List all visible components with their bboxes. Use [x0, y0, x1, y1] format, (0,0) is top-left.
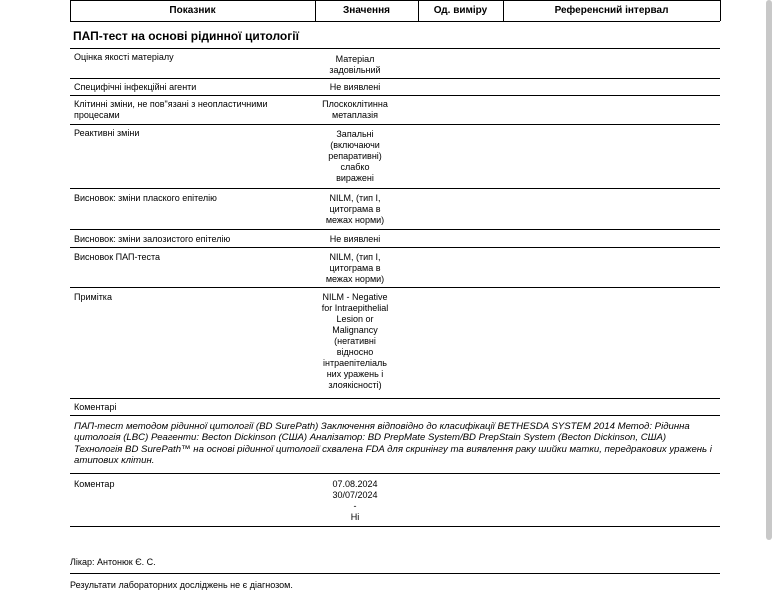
row-value: NILM, (тип I, цитограма в межах норми) [325, 252, 385, 284]
row-value: Запальні (включаючи репаративні) слабко виражені [328, 129, 382, 183]
row-value: Плоскоклітинна метаплазія [322, 99, 388, 120]
row-divider [70, 124, 720, 125]
row-divider [70, 526, 720, 527]
row-value: NILM - Negative for Intraepithelial Lesion or Malignancy (негативні відносно інтраепітеліаль них уражень і злоякісності) [321, 292, 389, 390]
row-label: Примітка [74, 292, 112, 302]
doctor-name: Лікар: Антонюк Є. С. [70, 557, 156, 567]
scrollbar[interactable] [766, 0, 772, 540]
row-label: Висновок ПАП-теста [74, 252, 161, 262]
row-divider [70, 78, 720, 79]
row-label: Клітинні зміни, не пов"язані з неопластичними процесами [74, 99, 268, 120]
comments-text: ПАП-тест методом рідинної цитології (BD SurePath) Заключення відповідно до класифікації BETHESDA SYSTEM 2014 Метод: Рідинна цитологія (LBC) Реагенти: Becton Dickinson (США) Аналізатор: BD PrepMate System/BD PrepStain System (Becton Dickinson, США) Технологія BD SurePath™ на основі рідинної цитології схвалена FDA для скринінгу та виявлення раку шийки матки, передракових уражень і атипових клітин. [74, 421, 712, 467]
row-divider [70, 287, 720, 288]
row-divider [70, 188, 720, 189]
row-divider [70, 48, 720, 49]
row-divider [70, 229, 720, 230]
row-value: Матеріал задовільний [329, 54, 381, 75]
row-divider [70, 473, 720, 474]
column-header-value: Значення [343, 5, 390, 16]
header-bottom-line [70, 21, 720, 22]
row-label: Висновок: зміни залозистого епітелію [74, 234, 231, 244]
row-divider [70, 247, 720, 248]
footer-divider [70, 573, 720, 574]
column-header-indicator: Показник [169, 5, 216, 16]
row-divider [70, 415, 720, 416]
row-label: Висновок: зміни плаского епітелію [74, 193, 217, 203]
comments-label: Коментарі [74, 402, 117, 412]
header-top-line [70, 0, 720, 1]
row-label: Реактивні зміни [74, 128, 140, 138]
column-header-unit: Од. виміру [433, 5, 488, 16]
disclaimer: Результати лабораторних досліджень не є діагнозом. [70, 580, 293, 590]
row-value: Не виявлені [329, 234, 381, 244]
comment-row-value: 07.08.2024 30/07/2024 - Ні [332, 479, 378, 522]
row-divider [70, 398, 720, 399]
header-divider [720, 0, 721, 21]
section-title: ПАП-тест на основі рідинної цитології [73, 29, 299, 43]
row-value: Не виявлені [329, 82, 381, 92]
comment-row-label: Коментар [74, 479, 115, 489]
row-label: Оцінка якості матеріалу [74, 52, 174, 62]
column-header-reference: Референсний інтервал [554, 5, 669, 16]
row-divider [70, 95, 720, 96]
row-label: Специфічні інфекційні агенти [74, 82, 197, 92]
row-value: NILM, (тип I, цитограма в межах норми) [325, 193, 385, 225]
